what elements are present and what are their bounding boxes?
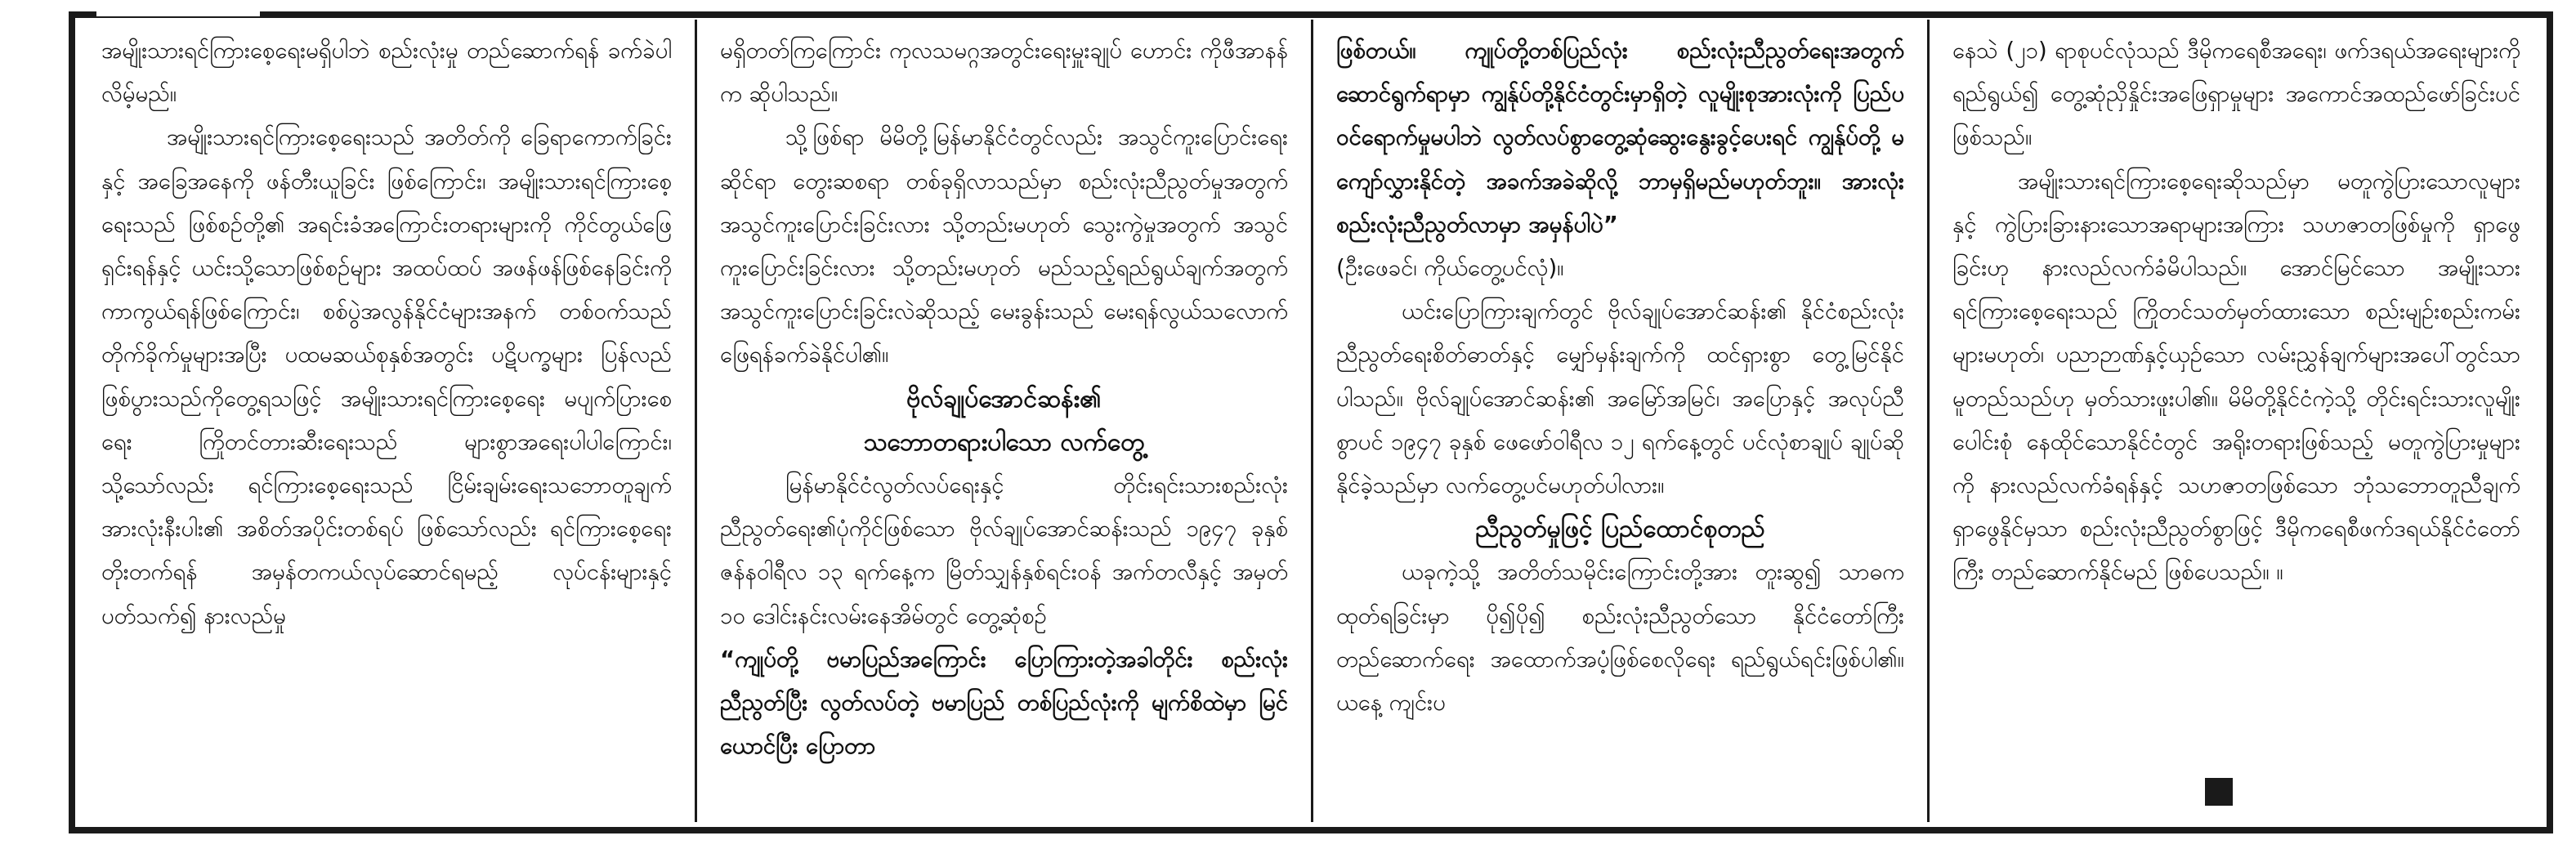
body-paragraph: မြန်မာနိုင်ငံလွတ်လပ်ရေးနှင့် တိုင်းရင်းသားစည်းလုံးညီညွတ်ရေး၏ပုံကိုင်ဖြစ်သော ဗိုလ်ချုပ်အောင်ဆန်းသည် ၁၉၄၇ ခုနှစ် ဇန်နဝါရီလ ၁၃ ရက်နေ့က မြိတ်သျှန်နှစ်ရင်းဝန် အက်တလီနှင့် အမှတ် ၁၀ ဒေါင်းနင်းလမ်းနေအိမ်တွင် တွေ့ဆုံစဉ် — [720, 472, 1288, 629]
section-heading: သဘောတရားပါသော လက်တွေ့ — [863, 427, 1145, 457]
quote-paragraph: “ကျုပ်တို့ ဗမာပြည်အကြောင်း ပြောကြားတဲ့အခါတိုင်း စည်းလုံးညီညွတ်ပြီး လွတ်လပ်တဲ့ ဗမာပြည် တစ်ပြည်လုံးကို မျက်စိထဲမှာ မြင်ယောင်ပြီး ပြောတာ — [720, 646, 1288, 760]
article-columns — [78, 20, 2543, 822]
column-2 — [695, 20, 1311, 822]
body-paragraph: နေသဲ (၂၁) ရာစုပင်လုံသည် ဒီမိုကရေစီအရေး၊ ဖက်ဒရယ်အရေးများကို ရည်ရွယ်၍ တွေ့ဆုံညှိနှိုင်းအဖြေရှာမှုများ အကောင်အထည်ဖော်ခြင်းပင်ဖြစ်သည်။ — [1952, 38, 2520, 151]
column-3 — [1311, 20, 1927, 822]
column-1 — [78, 20, 695, 822]
body-paragraph: (ဦးဖေခင်၊ ကိုယ်တွေ့ပင်လုံ)။ — [1336, 255, 1564, 282]
body-paragraph: အမျိုးသားရင်ကြားစေ့ရေးသည် အတိတ်ကို ခြေရာကောက်ခြင်းနှင့် အခြေအနေကို ဖန်တီးယူခြင်း ဖြစ်ကြောင်း၊ အမျိုးသားရင်ကြားစေ့ရေးသည် ဖြစ်စဉ်တို့၏ အရင်းခံအကြောင်းတရားများကို ကိုင်တွယ်ဖြေရှင်းရန်နှင့် ယင်းသို့သောဖြစ်စဉ်များ အထပ်ထပ် အဖန်ဖန်ဖြစ်နေခြင်းကို ကာကွယ်ရန်ဖြစ်ကြောင်း၊ စစ်ပွဲအလွန်နိုင်ငံများအနက် တစ်ဝက်သည် တိုက်ခိုက်မှုများအပြီး ပထမဆယ်စုနှစ်အတွင်း ပဋိပက္ခများ ပြန်လည်ဖြစ်ပွားသည်ကိုတွေ့ရသဖြင့် အမျိုးသားရင်ကြားစေ့ရေး မပျက်ပြားစေရေး ကြိုတင်တားဆီးရေးသည် များစွာအရေးပါပါကြောင်း၊ သို့သော်လည်း ရင်ကြားစေ့ရေးသည် ငြိမ်းချမ်းရေးသဘောတူချက်အားလုံးနီးပါး၏ အစိတ်အပိုင်းတစ်ရပ် ဖြစ်သော်လည်း ရင်ကြားစေ့ရေး တိုးတက်ရန် အမှန်တကယ်လုပ်ဆောင်ရမည့် လုပ်ငန်းများနှင့်ပတ်သက်၍ နားလည်မှု — [101, 124, 672, 629]
article-end-mark — [2205, 778, 2233, 806]
section-heading: ဗိုလ်ချုပ်အောင်ဆန်း၏ — [906, 384, 1102, 413]
body-paragraph: အမျိုးသားရင်ကြားစေ့ရေးဆိုသည်မှာ မတူကွဲပြားသောလူများနှင့် ကွဲပြားခြားနားသောအရာများအကြား သဟဇာတဖြစ်မှုကို ရှာဖွေခြင်းဟု နားလည်လက်ခံမိပါသည်။ အောင်မြင်သော အမျိုးသားရင်ကြားစေ့ရေးသည် ကြိုတင်သတ်မှတ်ထားသော စည်းမျဉ်းစည်းကမ်းများမဟုတ်၊ ပညာဉာဏ်နှင့်ယှဉ်သော လမ်းညွှန်ချက်များအပေါ်တွင်သာ မူတည်သည်ဟု မှတ်သားဖူးပါ၏။ မိမိတို့နိုင်ငံကဲ့သို့ တိုင်းရင်းသားလူမျိုးပေါင်းစုံ နေထိုင်သောနိုင်ငံတွင် အရိုးတရားဖြစ်သည့် မတူကွဲပြားမှုများကို နားလည်လက်ခံရန်နှင့် သဟဇာတဖြစ်သော ဘုံသဘောတူညီချက်ရှာဖွေနိုင်မှသာ စည်းလုံးညီညွတ်စွာဖြင့် ဒီမိုကရေစီဖက်ဒရယ်နိုင်ငံတော်ကြီး တည်ဆောက်နိုင်မည် ဖြစ်ပေသည်။ ။ — [1952, 168, 2520, 586]
body-paragraph: မရှိတတ်ကြကြောင်း ကုလသမဂ္ဂအတွင်းရေးမှူးချုပ် ဟောင်း ကိုဖီအာနန်က ဆိုပါသည်။ — [720, 38, 1288, 108]
column-4 — [1927, 20, 2543, 822]
body-paragraph: ယင်းပြောကြားချက်တွင် ဗိုလ်ချုပ်အောင်ဆန်း၏ နိုင်ငံစည်းလုံးညီညွတ်ရေးစိတ်ဓာတ်နှင့် မျှော်မှန်းချက်ကို ထင်ရှားစွာ တွေ့မြင်နိုင်ပါသည်။ ဗိုလ်ချုပ်အောင်ဆန်း၏ အမြော်အမြင်၊ အပြောနှင့် အလုပ်ညီစွာပင် ၁၉၄၇ ခုနှစ် ဖေဖော်ဝါရီလ ၁၂ ရက်နေ့တွင် ပင်လုံစာချုပ် ချုပ်ဆိုနိုင်ခဲ့သည်မှာ လက်တွေ့ပင်မဟုတ်ပါလား။ — [1336, 298, 1904, 499]
frame-notch — [96, 0, 260, 16]
quote-paragraph: ဖြစ်တယ်။ ကျုပ်တို့တစ်ပြည်လုံး စည်းလုံးညီညွတ်ရေးအတွက် ဆောင်ရွက်ရာမှာ ကျွန်ုပ်တို့နိုင်ငံတွင်းမှာရှိတဲ့ လူမျိုးစုအားလုံးကို ပြည်ပဝင်ရောက်မှုမပါဘဲ လွတ်လပ်စွာတွေ့ဆုံဆွေးနွေးခွင့်ပေးရင် ကျွန်ုပ်တို့ မကျော်လွှားနိုင်တဲ့ အခက်အခဲဆိုလို့ ဘာမှရှိမည်မဟုတ်ဘူး။ အားလုံးစည်းလုံးညီညွတ်လာမှာ အမှန်ပါပဲ” — [1336, 38, 1904, 238]
body-paragraph: ယခုကဲ့သို့ အတိတ်သမိုင်းကြောင်းတို့အား တူးဆွ၍ သာဓကထုတ်ရခြင်းမှာ ပို၍ပို၍ စည်းလုံးညီညွတ်သော နိုင်ငံတော်ကြီးတည်ဆောက်ရေး အထောက်အပံ့ဖြစ်စေလိုရေး ရည်ရွယ်ရင်းဖြစ်ပါ၏။ ယနေ့ ကျင်းပ — [1336, 559, 1904, 717]
body-paragraph: အမျိုးသားရင်ကြားစေ့ရေးမရှိပါဘဲ စည်းလုံးမှု တည်ဆောက်ရန် ခက်ခဲပါလိမ့်မည်။ — [101, 38, 672, 108]
body-paragraph: သို့ဖြစ်ရာ မိမိတို့မြန်မာနိုင်ငံတွင်လည်း အသွင်ကူးပြောင်းရေးဆိုင်ရာ တွေးဆစရာ တစ်ခုရှိလာသည်မှာ စည်းလုံးညီညွတ်မှုအတွက် အသွင်ကူးပြောင်းခြင်းလား သို့တည်းမဟုတ် သွေးကွဲမှုအတွက် အသွင်ကူးပြောင်းခြင်းလား သို့တည်းမဟုတ် မည်သည့်ရည်ရွယ်ချက်အတွက် အသွင်ကူးပြောင်းခြင်းလဲဆိုသည့် မေးခွန်းသည် မေးရန်လွယ်သလောက် ဖြေရန်ခက်ခဲနိုင်ပါ၏။ — [720, 124, 1288, 369]
section-heading: ညီညွတ်မှုဖြင့် ပြည်ထောင်စုတည် — [1475, 515, 1765, 544]
